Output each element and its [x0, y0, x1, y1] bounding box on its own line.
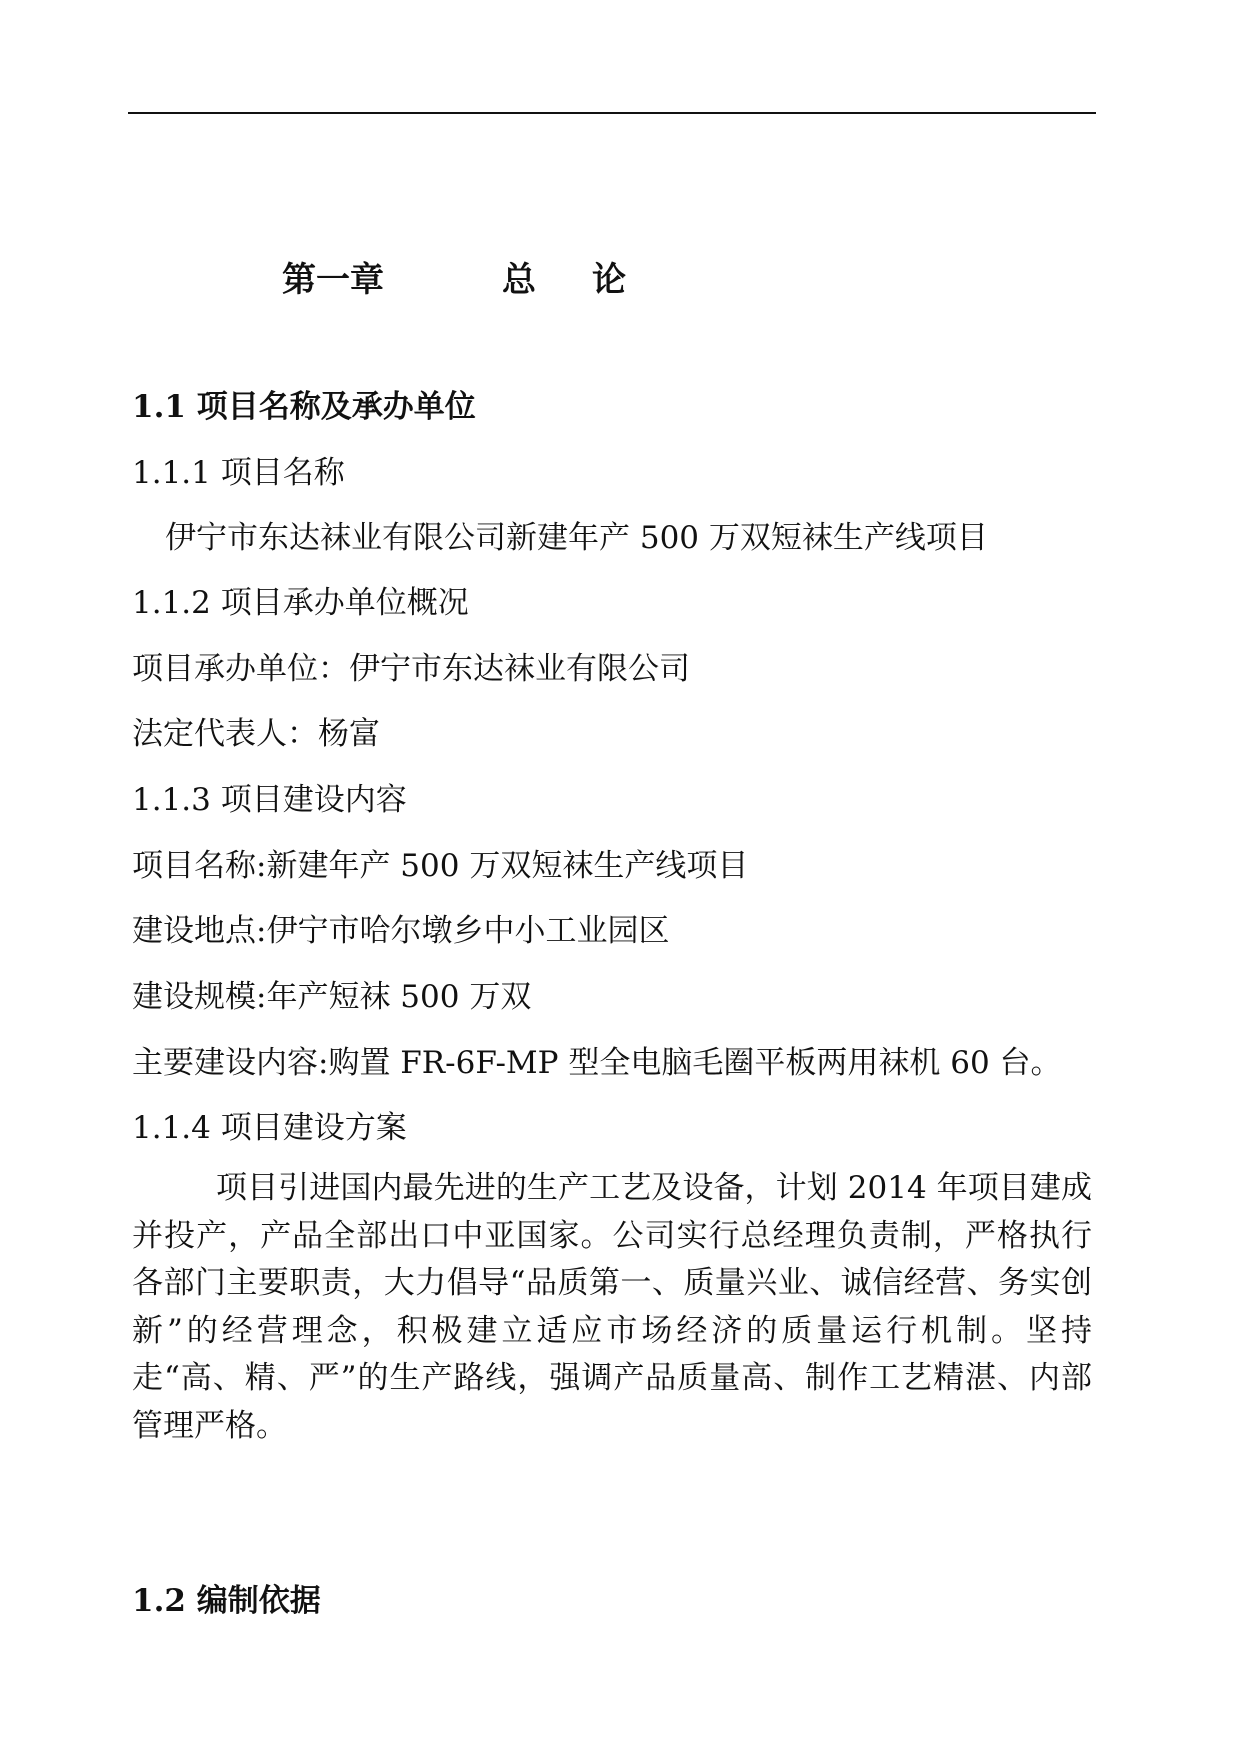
project-name-text: 伊宁市东达袜业有限公司新建年产 500 万双短袜生产线项目: [165, 520, 988, 556]
chapter-title-text: [502, 257, 626, 303]
legal-representative-text: 法定代表人：杨富: [132, 716, 380, 752]
header-rule: [128, 112, 1096, 114]
chapter-title-char: 总: [502, 260, 536, 300]
section-heading-1-2: 1.2 编制依据: [132, 1583, 321, 1619]
chapter-label: 第一章: [282, 260, 384, 300]
subsection-heading: 1.1.1 项目名称: [132, 455, 345, 491]
content-project-name: 项目名称:新建年产 500 万双短袜生产线项目: [132, 848, 749, 884]
section-heading-1-1: 1.1 项目名称及承办单位: [132, 389, 476, 425]
content-main-construction: 主要建设内容:购置 FR-6F-MP 型全电脑毛圈平板两用袜机 60 台。: [132, 1045, 1062, 1081]
content-location: 建设地点:伊宁市哈尔墩乡中小工业园区: [132, 913, 670, 949]
subsection-heading: 1.1.2 项目承办单位概况: [132, 585, 469, 621]
chapter-title-char: 论: [592, 260, 626, 300]
subsection-heading: 1.1.3 项目建设内容: [132, 782, 407, 818]
subsection-heading: 1.1.4 项目建设方案: [132, 1110, 407, 1146]
content-scale: 建设规模:年产短袜 500 万双: [132, 979, 532, 1015]
construction-plan-paragraph: 项目引进国内最先进的生产工艺及设备，计划 2014 年项目建成并投产，产品全部出口中亚国家。公司实行总经理负责制，严格执行各部门主要职责，大力倡导“品质第一、质量兴业、诚信经营、务实创新”的经营理念，积极建立适应市场经济的质量运行机制。坚持走“高、精、严”的生产路线，强调产品质量高、制作工艺精湛、内部管理严格。: [132, 1170, 1092, 1444]
chapter-title: [282, 257, 626, 303]
sponsor-unit-text: 项目承办单位：伊宁市东达袜业有限公司: [132, 651, 690, 687]
